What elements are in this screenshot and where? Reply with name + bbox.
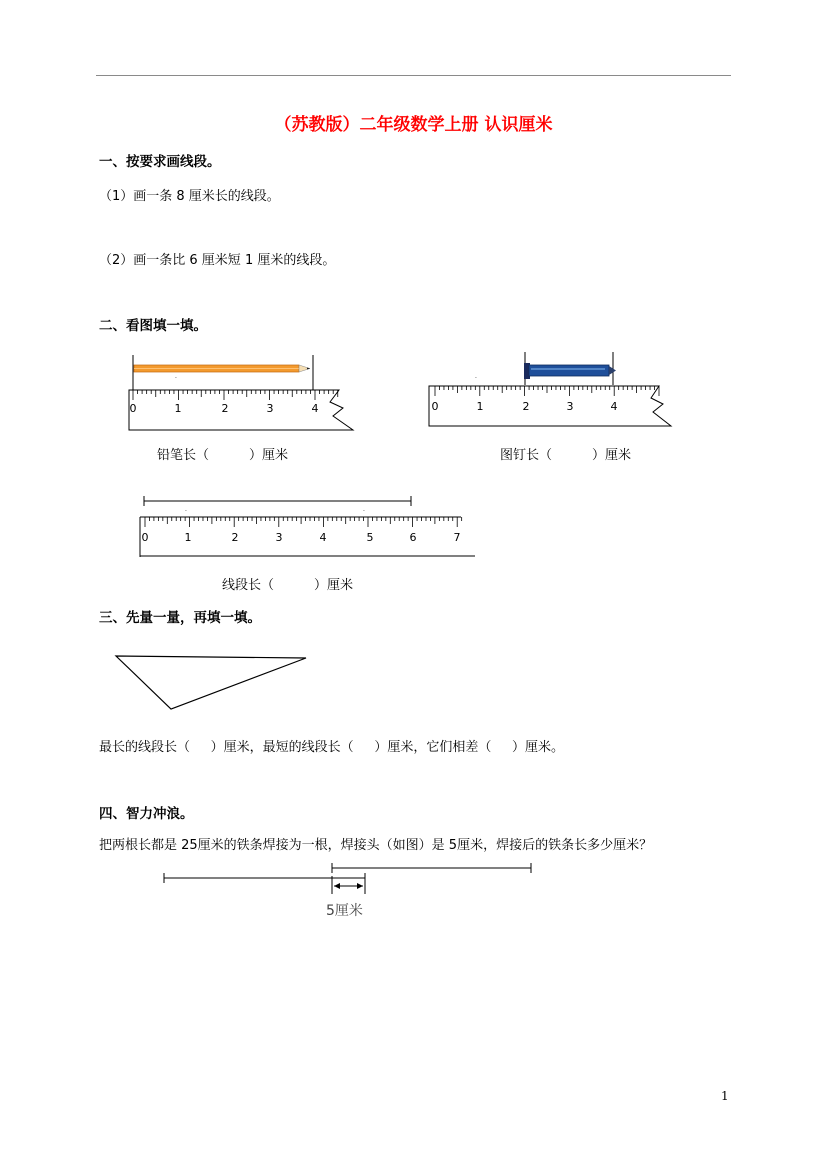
ruler-1-label: 1 [174,402,182,415]
page-title: （苏教版）二年级数学上册 认识厘米 [274,115,553,135]
ruler-3-label: 7 [453,531,461,544]
segment-ruler-figure [135,495,485,565]
section-3-sentence: 最长的线段长（ ）厘米，最短的线段长（ ）厘米，它们相差（ ）厘米。 [99,740,564,755]
section-3-heading: 三、先量一量，再填一填。 [99,610,261,626]
weld-length-label: 5厘米 [326,903,363,919]
pencil-caption-pre: 铅笔长（ [157,448,210,463]
ruler-2-label: 2 [522,400,530,413]
svg-text:·: · [185,508,187,515]
ruler-1-label: 2 [221,402,229,415]
welding-figure [160,862,540,927]
ruler-2-label: 1 [476,400,484,413]
ruler-1-label: 3 [266,402,274,415]
section-1-question-1: （1）画一条 8 厘米长的线段。 [99,189,280,204]
ruler-3-label: 0 [141,531,149,544]
svg-text:·: · [175,375,177,382]
section-1-heading: 一、按要求画线段。 [99,154,221,170]
nail-caption-pre: 图钉长（ [500,448,553,463]
nail-ruler-figure [425,350,685,440]
segment-caption-post: ）厘米 [314,578,354,593]
segment-caption [222,574,353,593]
ruler-3-ticks [145,517,462,527]
pencil-caption-post: ）厘米 [249,448,289,463]
ruler-2-label: 4 [610,400,618,413]
section-2-heading: 二、看图填一填。 [99,318,207,334]
page-number: 1 [721,1089,729,1103]
ruler-3-label: 5 [366,531,374,544]
section-4-heading: 四、智力冲浪。 [99,806,194,822]
section-4-question: 把两根长都是 25厘米的铁条焊接为一根，焊接头（如图）是 5厘米，焊接后的铁条长多少厘米？ [99,838,653,853]
ruler-1-label: 4 [311,402,319,415]
ruler-3-labels [142,531,461,544]
ruler-3-label: 6 [409,531,417,544]
segment-caption-pre: 线段长（ [222,578,275,593]
ruler-3-label: 3 [275,531,283,544]
ruler-3-label: 2 [231,531,239,544]
section-1-question-2: （2）画一条比 6 厘米短 1 厘米的线段。 [99,253,336,268]
ruler-3-label: 1 [184,531,192,544]
ruler-2-label: 3 [566,400,574,413]
ruler-2-label: 0 [431,400,439,413]
svg-text:·: · [475,375,477,382]
pencil-icon [134,365,310,372]
ruler-3-label: 4 [319,531,327,544]
header-rule [96,75,731,76]
svg-text:·: · [363,508,365,515]
triangle-figure [110,650,315,715]
nail-caption [500,444,631,463]
pencil-ruler-figure [125,350,365,440]
nail-icon [524,363,616,379]
nail-caption-post: ）厘米 [592,448,632,463]
ruler-1-label: 0 [129,402,137,415]
pencil-caption [157,444,288,463]
